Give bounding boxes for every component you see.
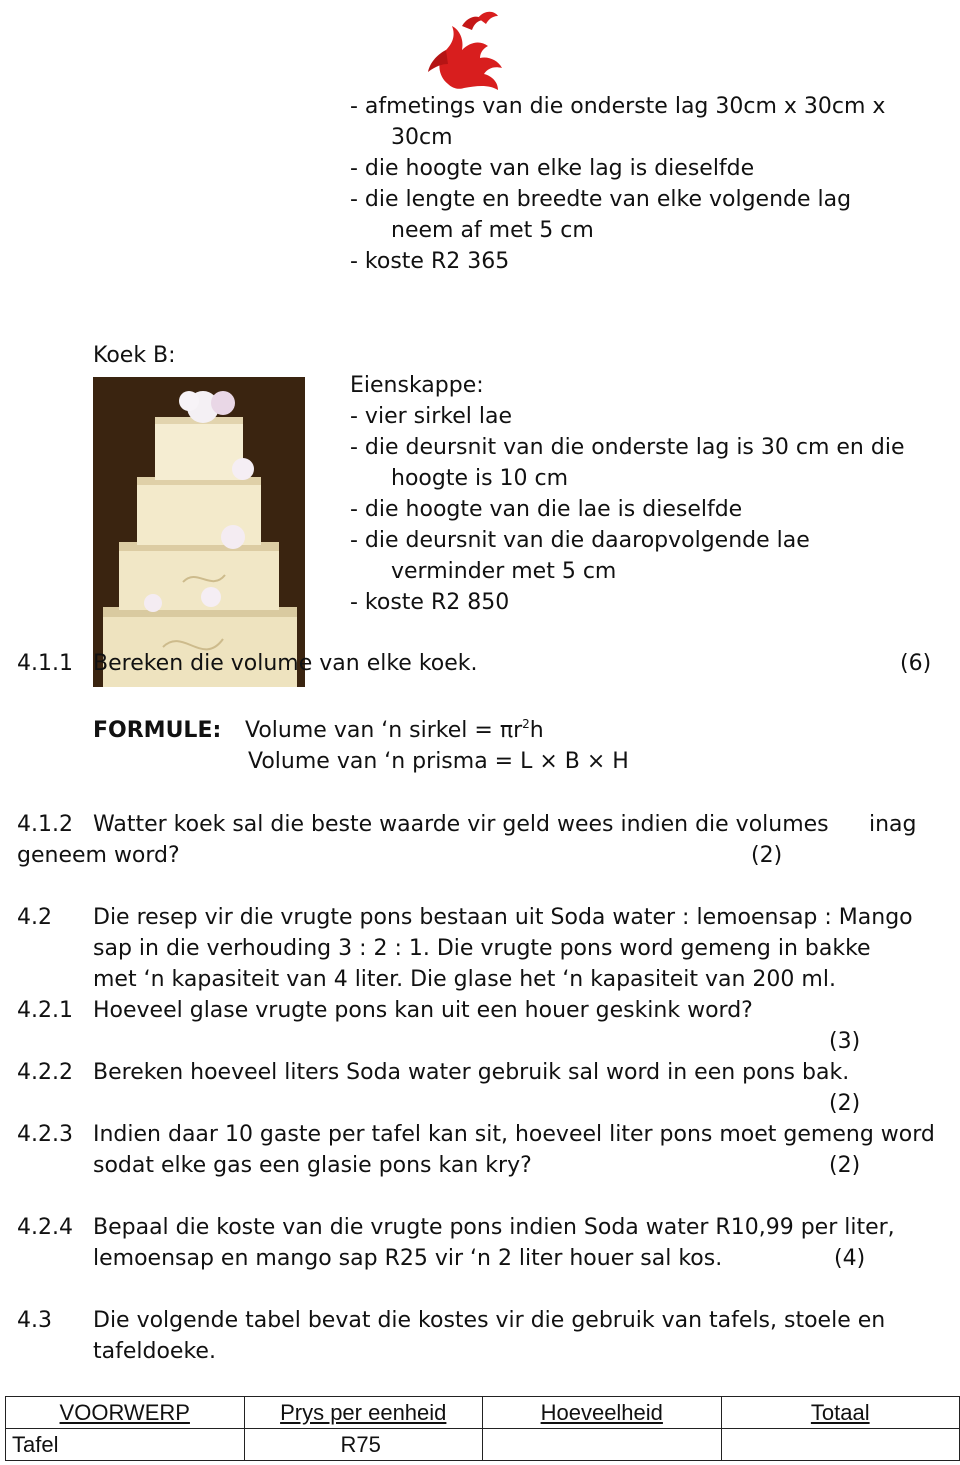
question-number: 4.1.1 (17, 651, 73, 676)
cake-b-property: - die deursnit van die daaropvolgende lae (350, 528, 810, 553)
formula-prism: Volume van ‘n prisma = L × B × H (248, 749, 629, 774)
question-text: Bepaal die koste van die vrugte pons indien Soda water R10,99 per liter, (93, 1215, 895, 1240)
column-header-item: VOORWERP (6, 1397, 245, 1429)
question-text: Die resep vir die vrugte pons bestaan uit Soda water : lemoensap : Mango (93, 905, 913, 930)
table-cell: R75 (244, 1429, 483, 1461)
formula-circle-text: Volume van ‘n sirkel = πr (245, 718, 523, 743)
cake-b-property: - vier sirkel lae (350, 404, 512, 429)
cake-b-property: - koste R2 850 (350, 590, 510, 615)
question-text: sap in die verhouding 3 : 2 : 1. Die vrugte pons word gemeng in bakke (93, 936, 871, 961)
column-header-total: Totaal (721, 1397, 960, 1429)
question-text: Die volgende tabel bevat die kostes vir die gebruik van tafels, stoele en (93, 1308, 886, 1333)
question-text: Bereken hoeveel liters Soda water gebruik sal word in een pons bak. (93, 1060, 850, 1085)
question-marks: (2) (751, 843, 783, 868)
question-text: met ‘n kapasiteit van 4 liter. Die glase het ‘n kapasiteit van 200 ml. (93, 967, 836, 992)
question-text: geneem word? (17, 843, 180, 868)
column-header-quantity: Hoeveelheid (483, 1397, 722, 1429)
question-number: 4.1.2 (17, 812, 73, 837)
question-text: lemoensap en mango sap R25 vir ‘n 2 liter houer sal kos. (93, 1246, 723, 1271)
cake-b-label: Koek B: (93, 343, 176, 368)
question-marks: (3) (829, 1029, 861, 1054)
question-text: Indien daar 10 gaste per tafel kan sit, hoeveel liter pons moet gemeng word (93, 1122, 935, 1147)
cake-b-property: verminder met 5 cm (391, 559, 617, 584)
table-row (6, 1429, 960, 1461)
cake-a-property: - die hoogte van elke lag is dieselfde (350, 156, 755, 181)
formula-exponent: 2 (522, 717, 530, 731)
question-text: Hoeveel glase vrugte pons kan uit een houer geskink word? (93, 998, 753, 1023)
question-number: 4.2.1 (17, 998, 73, 1023)
question-text: tafeldoeke. (93, 1339, 216, 1364)
table-header-row (6, 1397, 960, 1429)
question-marks: (4) (834, 1246, 866, 1271)
cake-b-property: - die deursnit van die onderste lag is 30 cm en die (350, 435, 905, 460)
question-text: Bereken die volume van elke koek. (93, 651, 478, 676)
cake-b-properties-heading: Eienskappe: (350, 373, 484, 398)
question-number: 4.2 (17, 905, 52, 930)
question-number: 4.2.4 (17, 1215, 73, 1240)
table-cell (483, 1429, 722, 1461)
question-number: 4.2.2 (17, 1060, 73, 1085)
question-number: 4.3 (17, 1308, 52, 1333)
question-text: Watter koek sal die beste waarde vir geld wees indien die volumes (93, 812, 829, 837)
dragon-logo (418, 6, 518, 98)
formula-circle (245, 715, 544, 746)
cake-a-property: 30cm (391, 125, 453, 150)
cake-a-property: - die lengte en breedte van elke volgende lag (350, 187, 852, 212)
table-cell: Tafel (6, 1429, 245, 1461)
cake-b-property: - die hoogte van die lae is dieselfde (350, 497, 743, 522)
table-cell (721, 1429, 960, 1461)
question-number: 4.2.3 (17, 1122, 73, 1147)
formula-label: FORMULE: (93, 718, 222, 743)
question-text: inag (869, 812, 917, 837)
column-header-unit-price: Prys per eenheid (244, 1397, 483, 1429)
cost-table (5, 1396, 960, 1461)
cake-a-property: - afmetings van die onderste lag 30cm x 30cm x (350, 94, 886, 119)
question-text: sodat elke gas een glasie pons kan kry? (93, 1153, 532, 1178)
question-marks: (6) (900, 651, 932, 676)
question-marks: (2) (829, 1091, 861, 1116)
formula-circle-tail: h (529, 718, 544, 743)
question-marks: (2) (829, 1153, 861, 1178)
cake-b-property: hoogte is 10 cm (391, 466, 569, 491)
cake-a-property: neem af met 5 cm (391, 218, 594, 243)
wedding-cake-image (93, 377, 305, 687)
cake-a-property: - koste R2 365 (350, 249, 510, 274)
